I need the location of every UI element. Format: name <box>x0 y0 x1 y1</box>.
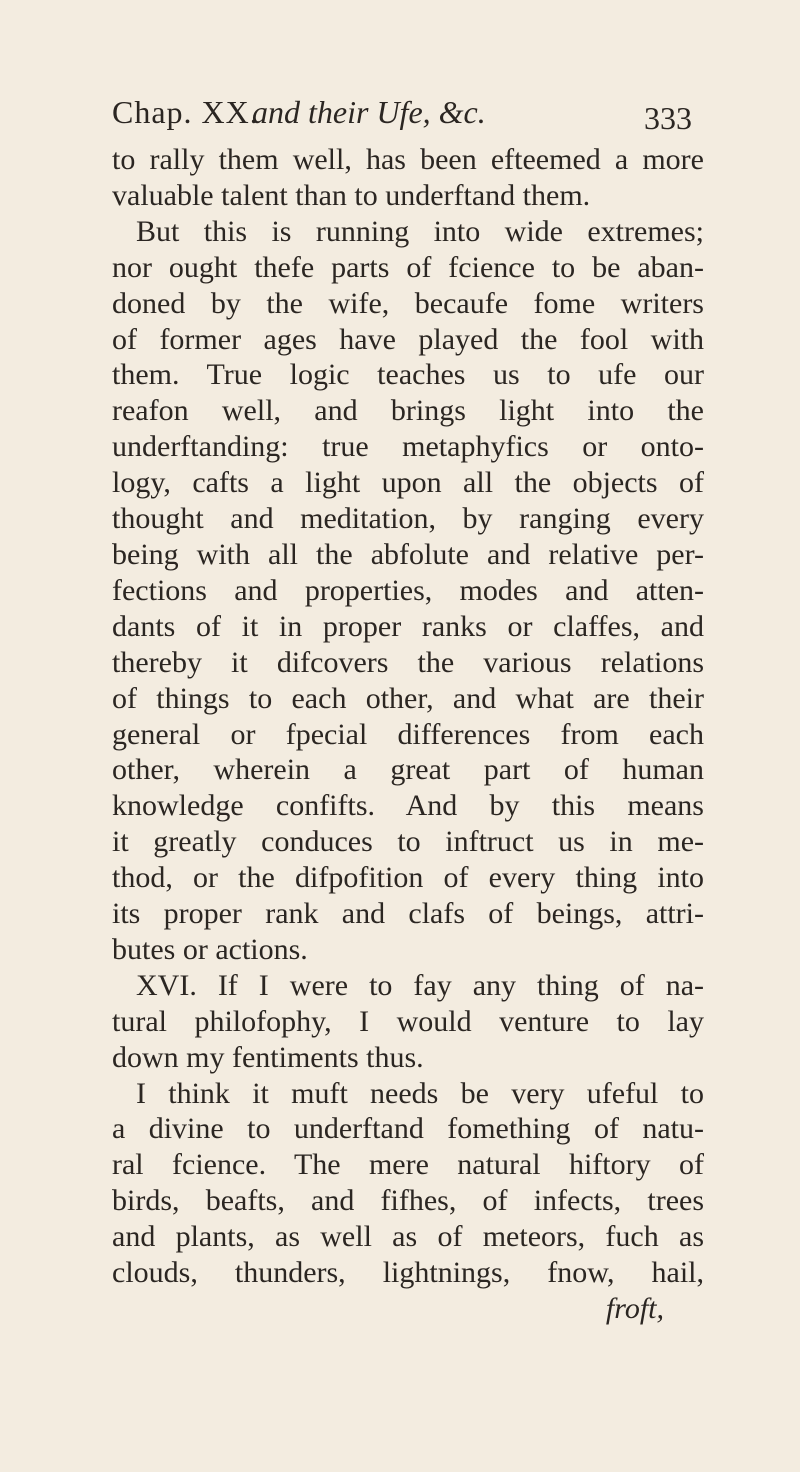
running-header <box>112 88 692 136</box>
text-line: clouds, thunders, lightnings, fnow, hail, <box>112 1256 704 1290</box>
text-line: birds, beafts, and fifhes, of infects, trees <box>112 1184 704 1218</box>
text-line: thought and meditation, by ranging every <box>112 502 704 536</box>
chapter-label: Chap. XX. <box>112 94 259 130</box>
text-line: ral fcience. The mere natural hiftory of <box>112 1148 704 1182</box>
text-line: of former ages have played the fool with <box>112 322 704 356</box>
text-line: knowledge confifts. And by this means <box>112 789 704 823</box>
text-line: to rally them well, has been efteemed a more <box>112 143 704 176</box>
text-line: its proper rank and clafs of beings, attri- <box>112 897 704 931</box>
page-number: 333 <box>644 100 692 136</box>
text-line: valuable talent than to underftand them. <box>112 178 591 212</box>
text-line: underftanding: true metaphyfics or onto- <box>112 430 704 464</box>
text-line: logy, cafts a light upon all the objects of <box>112 466 704 500</box>
text-line: nor ought thefe parts of fcience to be aban- <box>112 250 704 284</box>
running-title: and their Ufe, &c. <box>252 94 486 130</box>
text-line: down my fentiments thus. <box>112 1040 424 1074</box>
body-text <box>112 142 704 1327</box>
text-line: of things to each other, and what are their <box>112 681 704 715</box>
text-line: I think it muft needs be very ufeful to <box>136 1076 704 1110</box>
text-line: a divine to underftand fomething of natu- <box>112 1112 704 1146</box>
text-line: thod, or the difpofition of every thing into <box>112 861 704 895</box>
catchword: froft, <box>605 1292 664 1325</box>
text-line: XVI. If I were to fay any thing of na- <box>136 968 704 1002</box>
text-line: being with all the abfolute and relative per- <box>112 537 704 571</box>
text-line: fections and properties, modes and atten- <box>112 573 704 607</box>
text-line: and plants, as well as of meteors, fuch as <box>112 1220 704 1254</box>
text-line: butes or actions. <box>112 932 308 966</box>
text-line: dants of it in proper ranks or claffes, and <box>112 609 704 643</box>
text-line: them. True logic teaches us to ufe our <box>112 358 704 392</box>
text-line: tural philofophy, I would venture to lay <box>112 1004 704 1038</box>
text-line: other, wherein a great part of human <box>112 753 704 787</box>
text-line: But this is running into wide extremes; <box>136 214 704 248</box>
text-line: general or fpecial differences from each <box>112 717 704 751</box>
text-line: it greatly conduces to inftruct us in me- <box>112 825 704 859</box>
text-line: reafon well, and brings light into the <box>112 394 704 428</box>
text-line: doned by the wife, becaufe fome writers <box>112 286 704 320</box>
text-line: thereby it difcovers the various relations <box>112 645 704 679</box>
